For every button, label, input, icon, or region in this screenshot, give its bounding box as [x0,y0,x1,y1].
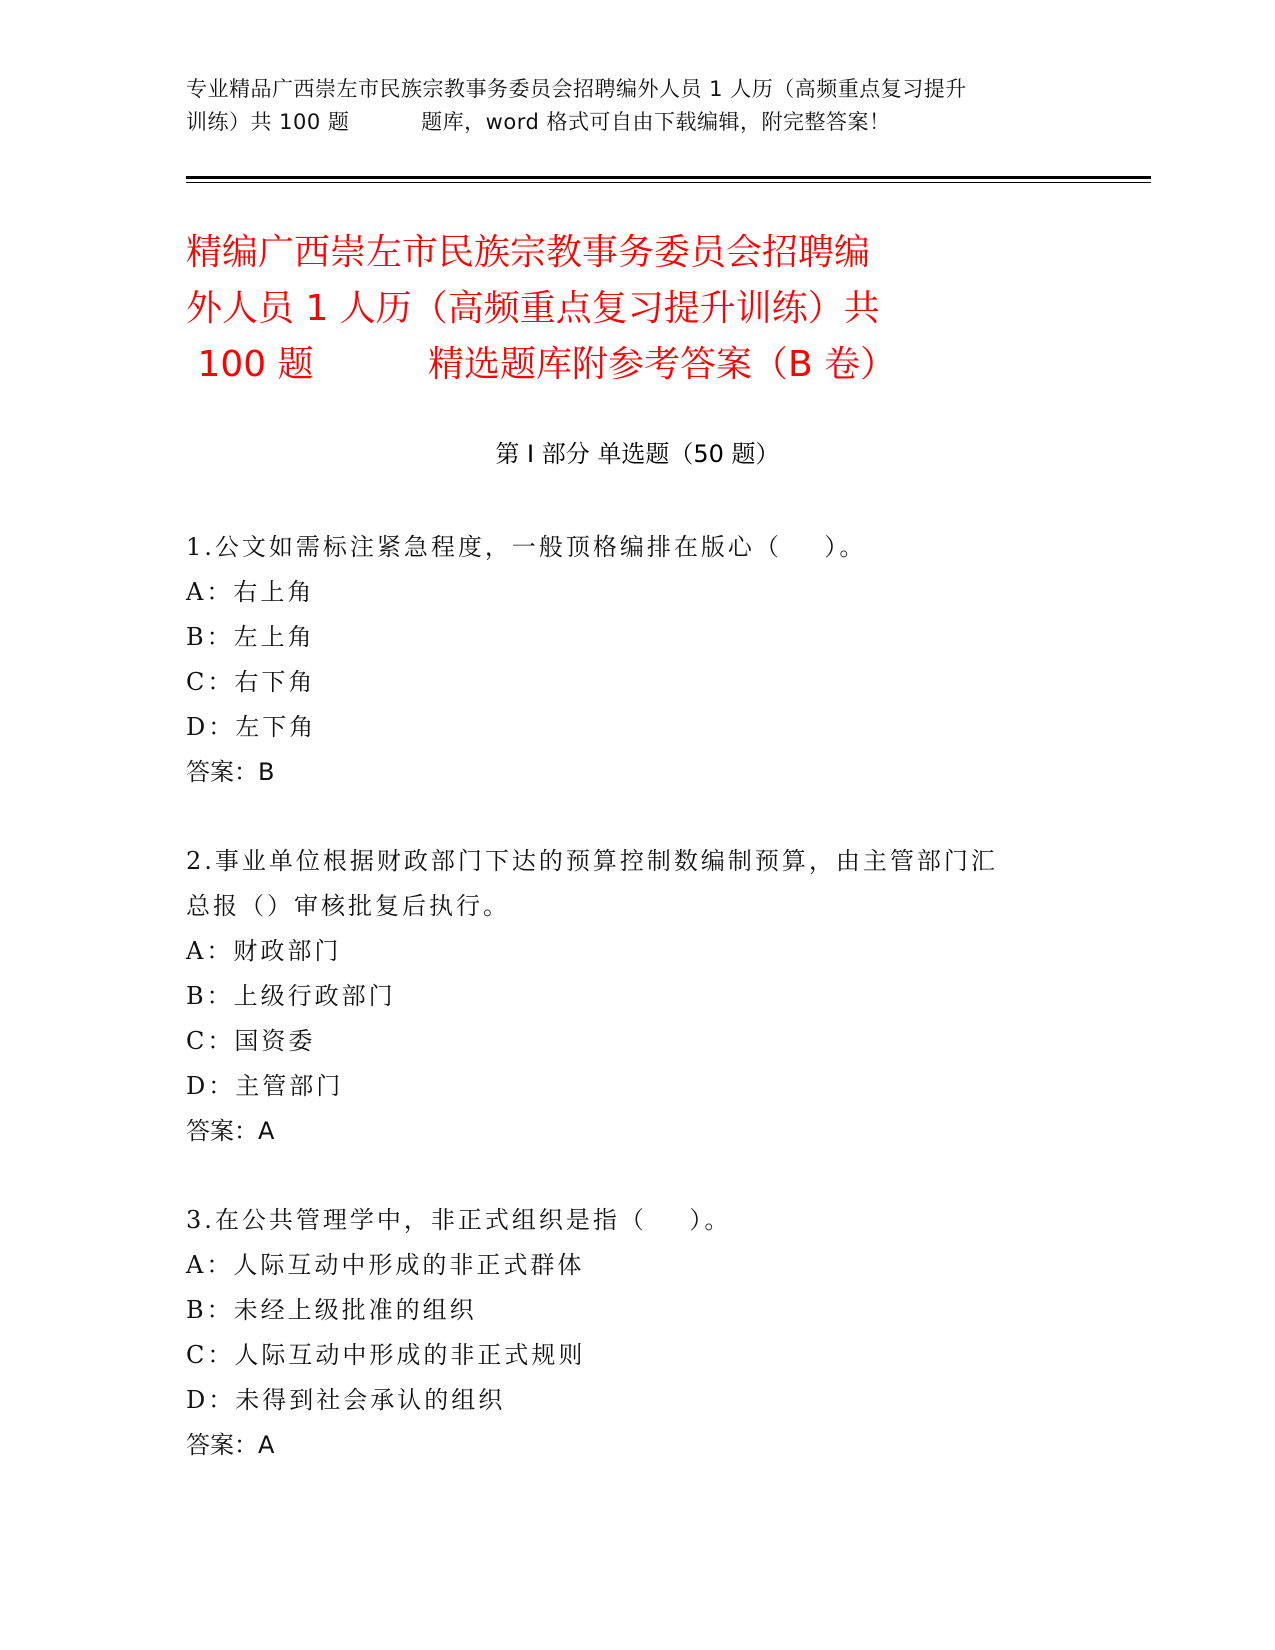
question-stem: 1.公文如需标注紧急程度，一般顶格编排在版心（ ）。 [186,533,867,561]
header-divider-thin [186,182,1151,183]
option-c: C：国资委 [186,1027,316,1055]
option-a: A：人际互动中形成的非正式群体 [186,1251,585,1279]
question-stem: 2.事业单位根据财政部门下达的预算控制数编制预算，由主管部门汇 [186,847,998,875]
document-title [186,225,1086,393]
header-note-line-1: 专业精品广西崇左市民族宗教事务委员会招聘编外人员 1 人历（高频重点复习提升 [186,77,967,101]
option-c: C：人际互动中形成的非正式规则 [186,1341,586,1369]
question-2 [186,839,1086,1154]
option-d: D：未得到社会承认的组织 [186,1386,506,1414]
option-a: A：财政部门 [186,937,342,965]
answer: 答案：A [186,1117,275,1145]
question-stem-continued: 总报（）审核批复后执行。 [186,892,510,920]
question-1 [186,525,1086,795]
question-3 [186,1198,1086,1468]
document-title-line-2: 外人员 1 人历（高频重点复习提升训练）共 [186,288,880,329]
option-d: D：主管部门 [186,1072,344,1100]
document-title-line-1: 精编广西崇左市民族宗教事务委员会招聘编 [186,232,871,273]
option-c: C：右下角 [186,668,316,696]
option-b: B：上级行政部门 [186,982,396,1010]
header-note [186,73,1086,139]
answer: 答案：A [186,1431,275,1459]
question-stem: 3.在公共管理学中，非正式组织是指（ ）。 [186,1206,732,1234]
section-title: 第 I 部分 单选题（50 题） [495,440,780,468]
header-note-line-2: 训练）共 100 题 题库，word 格式可自由下载编辑，附完整答案！ [186,110,891,134]
header-divider-thick [186,176,1151,179]
option-b: B：未经上级批准的组织 [186,1296,477,1324]
answer: 答案：B [186,758,275,786]
option-d: D：左下角 [186,713,317,741]
question-list [186,525,1086,1512]
document-title-line-3: 100 题 精选题库附参考答案（B 卷） [186,344,897,385]
option-a: A：右上角 [186,578,315,606]
option-b: B：左上角 [186,623,315,651]
